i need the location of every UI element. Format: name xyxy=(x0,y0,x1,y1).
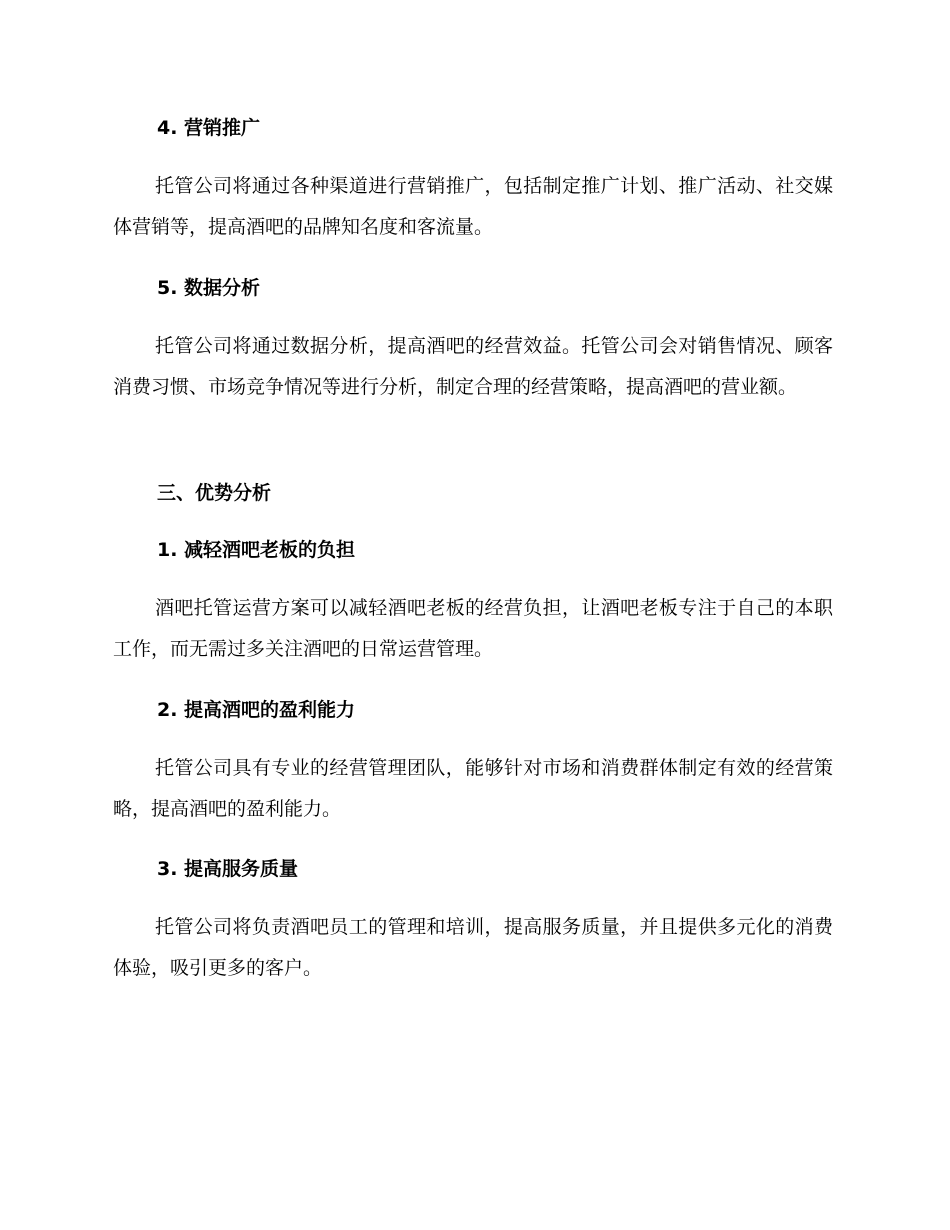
chapter-heading-advantages: 三、优势分析 xyxy=(157,482,272,504)
section-heading-marketing: 4. 营销推广 xyxy=(157,117,261,139)
section-paragraph-service-quality: 托管公司将负责酒吧员工的管理和培训，提高服务质量，并且提供多元化的消费体验，吸引更多的客户。 xyxy=(113,916,833,979)
section-paragraph-data-analysis: 托管公司将通过数据分析，提高酒吧的经营效益。托管公司会对销售情况、顾客消费习惯、市场竞争情况等进行分析，制定合理的经营策略，提高酒吧的营业额。 xyxy=(113,335,833,398)
section-paragraph-profitability: 托管公司具有专业的经营管理团队，能够针对市场和消费群体制定有效的经营策略，提高酒吧的盈利能力。 xyxy=(113,757,833,820)
section-heading-reduce-burden: 1. 减轻酒吧老板的负担 xyxy=(157,539,356,561)
section-paragraph-reduce-burden: 酒吧托管运营方案可以减轻酒吧老板的经营负担，让酒吧老板专注于自己的本职工作，而无需过多关注酒吧的日常运营管理。 xyxy=(113,597,833,660)
section-heading-profitability: 2. 提高酒吧的盈利能力 xyxy=(157,699,356,721)
section-heading-service-quality: 3. 提高服务质量 xyxy=(157,858,299,880)
section-heading-data-analysis: 5. 数据分析 xyxy=(157,277,261,299)
section-paragraph-marketing: 托管公司将通过各种渠道进行营销推广，包括制定推广计划、推广活动、社交媒体营销等，提高酒吧的品牌知名度和客流量。 xyxy=(113,175,833,238)
